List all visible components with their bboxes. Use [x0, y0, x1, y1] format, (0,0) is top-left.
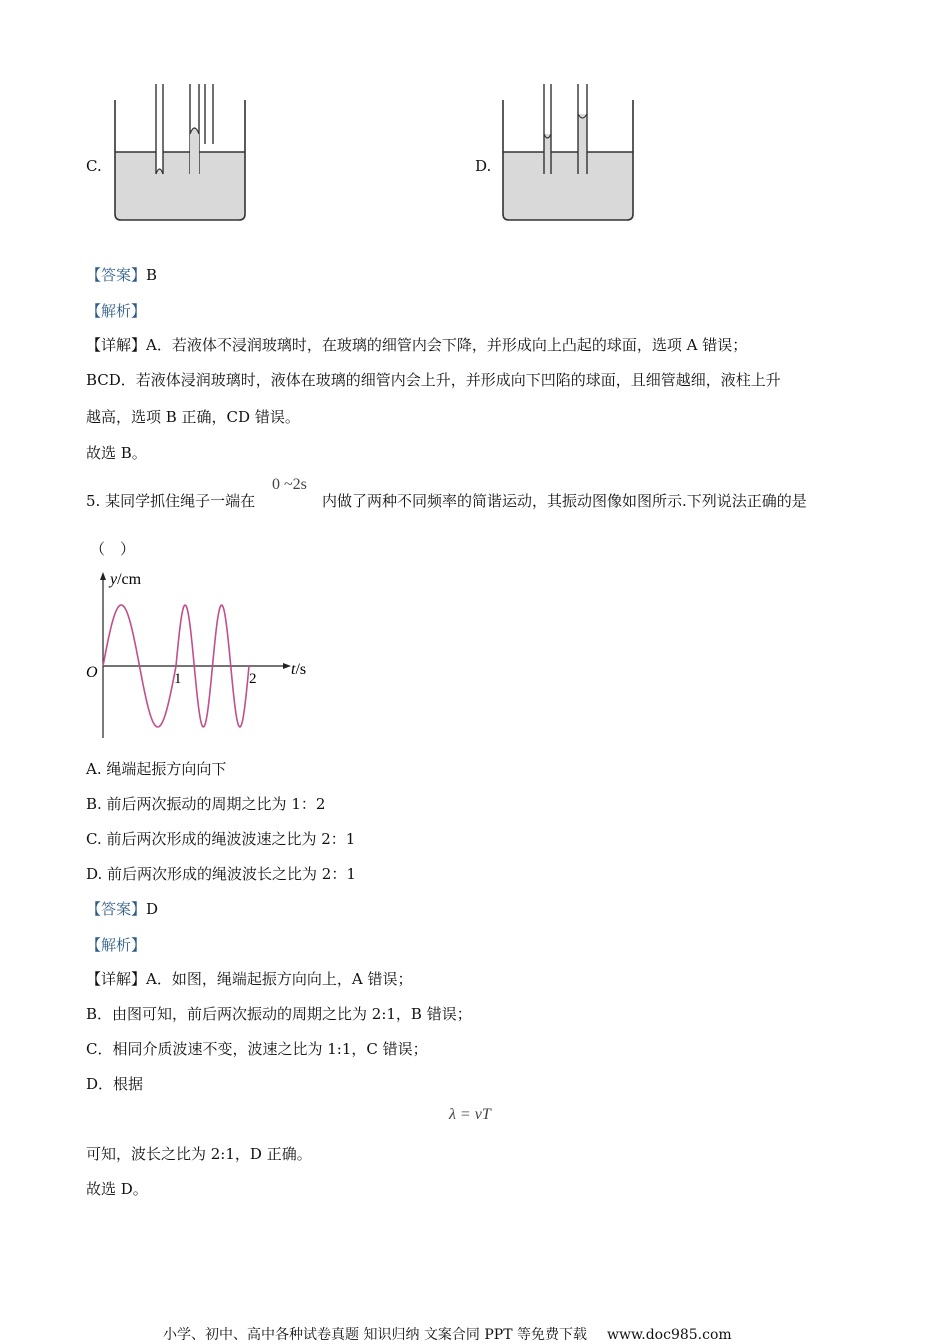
detail-tag: 【详解】	[86, 336, 147, 354]
footer-url[interactable]: www.doc985.com	[606, 1327, 732, 1343]
answer-tag: 【答案】	[86, 266, 147, 284]
prev-answer	[86, 265, 157, 285]
detail-text: A．如图，绳端起振方向向上，A 错误；	[146, 970, 413, 988]
prev-conclusion: 故选 B。	[86, 444, 147, 462]
footer	[163, 1324, 732, 1344]
q5-option-a: A. 绳端起振方向向下	[86, 760, 227, 778]
option-c-label: C.	[86, 157, 102, 175]
q5-detail-d: D．根据	[86, 1075, 144, 1093]
q5-detail-after: 可知，波长之比为 2:1，D 正确。	[86, 1145, 312, 1163]
q5-option-c: C. 前后两次形成的绳波波速之比为 2：1	[86, 830, 356, 848]
q5-stem-bracket: （ ）	[90, 540, 136, 558]
footer-text: 小学、初中、高中各种试卷真题 知识归纳 文案合同 PPT 等免费下载	[163, 1327, 587, 1343]
beaker-figure-d	[498, 84, 638, 224]
option-d-label: D.	[475, 157, 492, 175]
prev-detail-line2: BCD．若液体浸润玻璃时，液体在玻璃的细管内会上升，并形成向下凹陷的球面，且细管越细，液柱上升	[86, 371, 781, 389]
tick-label-1: 1	[174, 671, 182, 687]
origin-label: O	[86, 664, 98, 681]
q5-stem-math: 0 ~2s	[272, 476, 307, 493]
q5-stem-part2: 内做了两种不同频率的简谐运动，其振动图像如图所示.下列说法正确的是	[322, 492, 807, 510]
q5-formula: λ = vT	[449, 1106, 491, 1123]
answer-value: B	[146, 266, 158, 284]
q5-detail-a	[86, 969, 412, 989]
prev-detail-line1	[86, 335, 747, 355]
tick-label-2: 2	[249, 671, 257, 687]
q5-conclusion: 故选 D。	[86, 1180, 148, 1198]
y-axis-label: y/cm	[110, 571, 142, 588]
q5-detail-b: B．由图可知，前后两次振动的周期之比为 2:1，B 错误；	[86, 1005, 472, 1023]
beaker-figure-c	[110, 84, 250, 224]
q5-stem-part1: 5. 某同学抓住绳子一端在	[86, 492, 256, 510]
q5-option-d: D. 前后两次形成的绳波波长之比为 2：1	[86, 865, 356, 883]
answer-tag: 【答案】	[86, 900, 147, 918]
analysis-tag: 【解析】	[86, 302, 147, 320]
vibration-graph	[82, 566, 322, 746]
y-axis-arrow-icon	[100, 572, 106, 580]
q5-option-b: B. 前后两次振动的周期之比为 1：2	[86, 795, 326, 813]
prev-detail-line3: 越高，选项 B 正确，CD 错误。	[86, 408, 300, 426]
q5-analysis-tag: 【解析】	[86, 936, 147, 954]
q5-detail-c: C．相同介质波速不变，波速之比为 1:1，C 错误；	[86, 1040, 428, 1058]
q5-answer	[86, 899, 158, 919]
detail-tag: 【详解】	[86, 970, 147, 988]
answer-value: D	[146, 900, 159, 918]
t-axis-arrow-icon	[283, 663, 291, 669]
t-axis-label: t/s	[291, 661, 307, 678]
detail-text: A．若液体不浸润玻璃时，在玻璃的细管内会下降，并形成向上凸起的球面，选项 A 错误；	[146, 336, 748, 354]
